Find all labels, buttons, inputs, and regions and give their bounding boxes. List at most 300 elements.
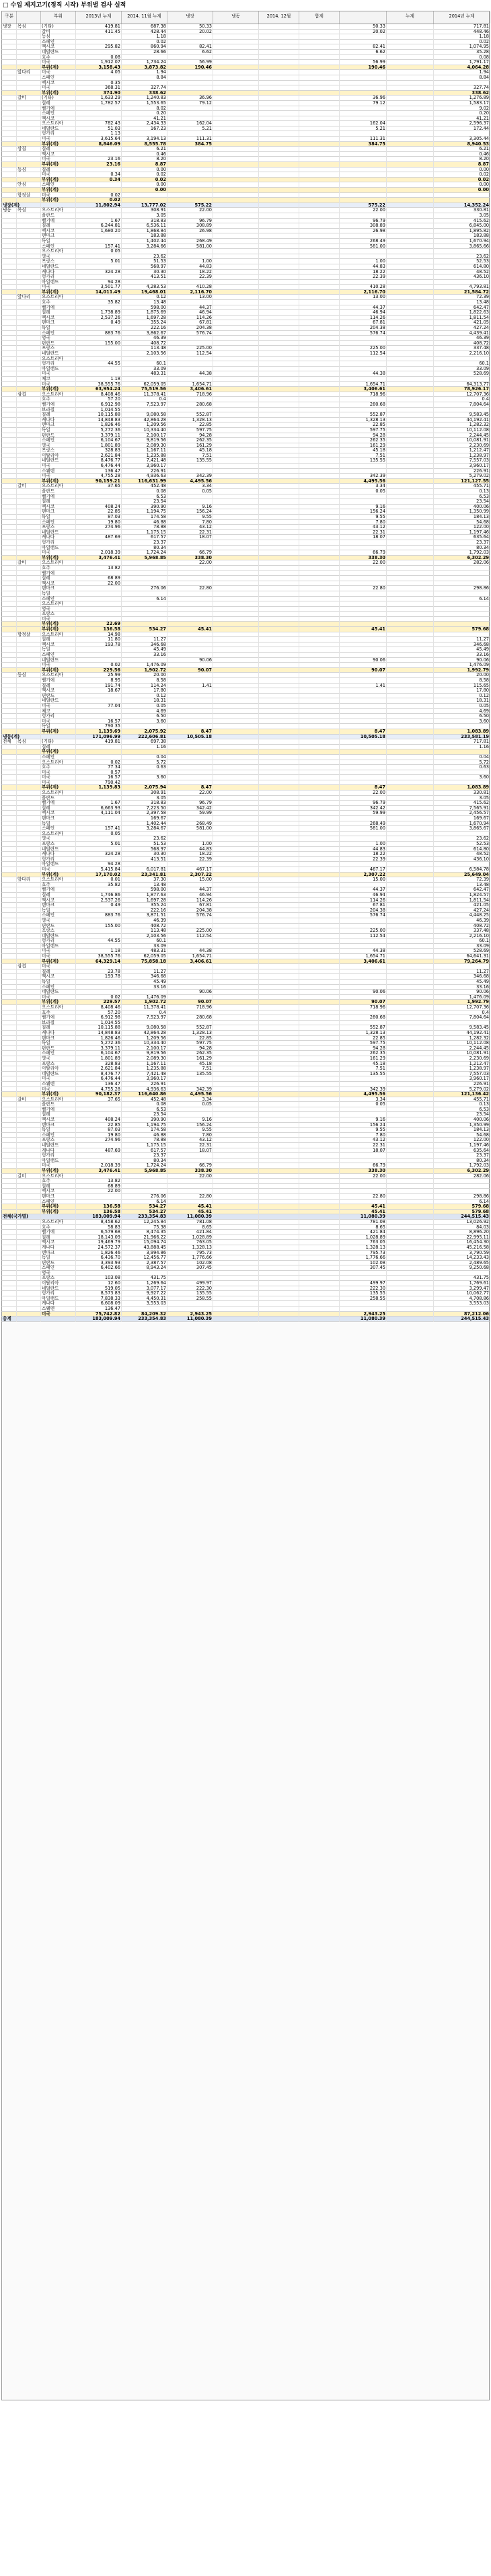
table-cell [387,305,434,311]
table-cell [213,566,259,571]
table-cell: 3,553.03 [434,1301,490,1307]
table-cell [213,1097,259,1103]
table-cell [2,1138,17,1143]
table-cell: 3,379.11 [76,1046,122,1052]
table-cell: 75.38 [122,1225,167,1230]
table-cell: 6,579.68 [76,1230,122,1235]
table-cell [167,147,213,152]
table-row [1,816,490,821]
table-cell [387,290,434,295]
table-cell: 226.91 [434,1082,490,1087]
table-cell: 네덜란드 [41,351,76,357]
table-row [1,229,490,234]
table-cell: 네덜란드 [41,1072,76,1077]
table-cell: 헝가리 [41,540,76,546]
table-cell: 66.79 [340,1163,387,1169]
table-cell: 7,838.33 [76,1296,122,1302]
table-cell [387,412,434,418]
table-cell: 칠레 [41,168,76,173]
table-cell [213,550,259,556]
table-cell [17,749,41,755]
table-cell: 2,434.33 [122,121,167,126]
table-cell [167,494,213,500]
table-row [1,30,490,35]
table-cell [259,780,299,786]
table-cell [17,816,41,821]
table-cell: 6,608.09 [76,1301,122,1307]
table-cell [17,1087,41,1093]
table-cell: 오스트리아 [41,357,76,362]
table-cell [167,612,213,617]
table-cell [340,832,387,837]
header-sublabel: 합계 [315,13,324,19]
table-cell [2,607,17,612]
table-cell [2,887,17,893]
table-cell: 미국 [41,1076,76,1082]
header-cell [76,11,122,24]
total-row [1,735,490,740]
table-row [1,898,490,904]
table-row [1,755,490,760]
table-cell: 체코 [41,709,76,714]
table-row [1,964,490,969]
table-cell: 43.12 [340,1138,387,1143]
table-cell [2,857,17,862]
table-cell [213,1021,259,1026]
table-cell [259,203,299,209]
table-cell [299,1107,340,1113]
table-cell: 23,341.81 [122,873,167,878]
table-cell [2,233,17,239]
table-row [1,877,490,883]
table-cell [340,464,387,469]
table-cell: 덴마크 [41,422,76,428]
table-cell: 581.00 [167,244,213,250]
table-cell: 3.05 [434,213,490,219]
table-cell [340,642,387,648]
table-cell [17,1158,41,1164]
table-cell [213,111,259,116]
table-cell [387,505,434,510]
table-cell: 0.34 [76,178,122,183]
table-cell: 617.57 [122,535,167,540]
table-cell [17,264,41,270]
table-cell [2,65,17,71]
table-cell [387,862,434,867]
table-cell: 아일랜드 [41,1158,76,1164]
table-cell: 18.22 [340,852,387,857]
table-cell: 8,408.46 [76,392,122,398]
table-row [1,530,490,536]
subtotal-row [1,627,490,632]
table-cell [340,1271,387,1276]
table-cell [387,1000,434,1005]
table-cell [213,203,259,209]
table-cell: 579.68 [434,1204,490,1210]
table-cell: 2,230.69 [434,1056,490,1062]
table-cell: 덴마크 [41,1036,76,1041]
table-cell [167,617,213,622]
table-cell [299,780,340,786]
table-cell: 프랑스 [41,525,76,530]
table-cell [2,908,17,914]
table-cell [213,101,259,106]
table-cell: 호주 [41,300,76,305]
table-cell: 421.84 [167,1230,213,1235]
table-cell [387,1255,434,1261]
table-cell: (기타) [41,96,76,101]
table-cell: 2,489.65 [434,1261,490,1266]
table-cell [2,96,17,101]
table-cell: 독일 [41,1041,76,1046]
table-cell [299,959,340,965]
table-cell [17,704,41,709]
table-cell: 111.31 [167,137,213,142]
table-cell [213,489,259,494]
table-cell [299,126,340,132]
table-cell [387,331,434,336]
table-cell: 미국 [41,474,76,479]
table-cell: 3.60 [434,775,490,780]
table-cell [259,1169,299,1174]
table-cell: 28.66 [122,50,167,55]
table-cell [2,1265,17,1271]
table-cell: 3.34 [340,1097,387,1103]
table-cell: 2,537.26 [76,898,122,904]
table-cell [259,601,299,607]
table-cell [213,637,259,642]
table-cell: 96.79 [167,801,213,806]
table-cell: 1,583.17 [434,101,490,106]
table-cell: 벨기에 [41,1107,76,1113]
table-cell: 12,707.36 [434,1005,490,1010]
subtotal-row [1,1210,490,1215]
table-cell [17,448,41,453]
table-cell: 3.60 [434,719,490,725]
table-cell [259,168,299,173]
table-cell [387,60,434,65]
table-cell [387,642,434,648]
table-cell: 487.69 [76,535,122,540]
table-cell [340,81,387,86]
table-cell: 534.27 [122,627,167,632]
table-cell [17,30,41,35]
table-cell [213,954,259,959]
table-row [1,790,490,796]
table-cell [299,1210,340,1215]
table-cell: 483.31 [122,949,167,954]
subtotal-row [1,668,490,673]
table-cell [2,131,17,137]
table-cell [259,458,299,464]
table-cell: 44,192.41 [434,418,490,423]
table-cell: 59.99 [167,811,213,816]
table-cell [387,985,434,990]
table-cell [17,637,41,642]
table-cell: 64,313.77 [434,382,490,388]
table-row [1,617,490,622]
table-cell [213,1082,259,1087]
table-cell: 네덜란드 [41,658,76,663]
table-cell [387,474,434,479]
table-cell [213,96,259,101]
table-cell: 3,284.67 [122,826,167,832]
table-cell: 552.87 [167,412,213,418]
table-cell: 22.31 [340,530,387,536]
table-cell [76,591,122,597]
table-cell: 183,009.94 [76,1214,122,1220]
table-row [1,862,490,867]
table-cell [76,709,122,714]
table-cell: 9,250.68 [434,1265,490,1271]
table-cell: 51.53 [122,259,167,264]
table-row [1,85,490,91]
table-cell: 135.55 [167,458,213,464]
table-cell [299,1051,340,1056]
table-cell [387,310,434,316]
table-cell [17,535,41,540]
table-cell [340,178,387,183]
table-cell [213,852,259,857]
table-cell: 190.46 [167,65,213,71]
table-cell: 112.54 [167,351,213,357]
table-cell: 37.30 [122,877,167,883]
table-cell [299,1194,340,1200]
table-cell [340,1153,387,1158]
table-cell [213,1204,259,1210]
table-cell: 136.47 [76,469,122,474]
table-cell [387,254,434,260]
table-cell [299,371,340,377]
table-cell [167,632,213,638]
table-cell [167,336,213,341]
table-cell [17,954,41,959]
table-cell [167,193,213,198]
table-cell: 18.22 [167,270,213,275]
table-cell [17,913,41,918]
table-cell [213,1194,259,1200]
table-cell: 18.07 [167,1148,213,1154]
table-cell [2,913,17,918]
table-cell [213,898,259,904]
table-cell [2,719,17,725]
table-cell [259,658,299,663]
table-cell: 1,328.13 [340,1245,387,1251]
table-cell: 46.88 [122,520,167,525]
table-cell [299,887,340,893]
table-cell: 미국 [41,770,76,776]
table-cell [2,162,17,168]
table-cell: 항정살 [17,193,41,198]
table-row [1,106,490,112]
table-cell: 37.65 [76,484,122,489]
table-cell [259,745,299,750]
table-cell [259,612,299,617]
table-row [1,954,490,959]
table-cell: 스페인 [41,75,76,81]
table-cell [122,576,167,581]
table-cell: 4,755.28 [76,474,122,479]
table-cell: 8.02 [122,106,167,112]
table-row [1,918,490,924]
table-cell [17,1031,41,1036]
table-cell: 3,960.17 [122,1076,167,1082]
table-cell [387,944,434,949]
table-cell [259,520,299,525]
table-cell [167,709,213,714]
table-cell: 멕시코 [41,229,76,234]
table-cell [2,1291,17,1296]
table-row [1,642,490,648]
table-row [1,34,490,40]
table-cell: 17.80 [434,688,490,694]
table-cell [259,106,299,112]
table-row [1,1307,490,1312]
table-cell: 안심 [17,182,41,188]
table-cell [299,1240,340,1245]
table-cell [387,591,434,597]
table-cell [387,1281,434,1286]
table-cell [387,24,434,30]
table-cell: 1.16 [122,745,167,750]
table-cell [387,1204,434,1210]
table-cell [299,213,340,219]
table-cell [2,801,17,806]
table-cell [122,617,167,622]
table-cell [259,392,299,398]
table-cell [213,229,259,234]
table-cell: 1,014.55 [76,1021,122,1026]
table-cell: 1,209.56 [122,1036,167,1041]
table-cell [2,688,17,694]
table-cell [17,1153,41,1158]
subtotal-row [1,142,490,147]
table-row [1,1245,490,1251]
table-cell [299,433,340,439]
table-cell: 갈비 [17,484,41,489]
table-cell [17,790,41,796]
table-cell [299,714,340,719]
table-cell: 핀란드 [41,1261,76,1266]
table-cell: 576.74 [340,913,387,918]
table-cell: 삼겹 [17,392,41,398]
table-row [1,116,490,122]
table-cell: 1,697.28 [122,316,167,321]
table-cell [387,566,434,571]
table-cell: 597.75 [167,428,213,433]
table-cell: 5.01 [76,842,122,847]
table-cell: 1.41 [167,684,213,689]
table-cell [167,1153,213,1158]
table-cell: 308.89 [340,223,387,229]
table-cell [2,106,17,112]
table-cell: 3,865.67 [434,826,490,832]
table-cell: 46.94 [340,893,387,898]
table-cell: 448.46 [434,30,490,35]
table-cell [213,765,259,770]
table-cell: 282.06 [434,1174,490,1179]
table-cell [213,91,259,96]
table-cell [213,612,259,617]
table-cell [259,735,299,740]
table-cell [213,1255,259,1261]
table-cell [340,765,387,770]
table-cell: 폴란드 [41,1102,76,1107]
table-cell [299,1117,340,1123]
table-cell: 벨기에 [41,1230,76,1235]
table-cell [340,719,387,725]
table-cell: 8.47 [167,785,213,790]
table-cell [299,576,340,581]
table-cell: 전체(국가별) [3,1214,28,1220]
table-cell [387,530,434,536]
table-cell [387,499,434,505]
table-cell: 8,474.35 [122,1230,167,1235]
table-cell: 덴마크 [41,320,76,326]
table-cell [167,464,213,469]
table-cell [259,627,299,632]
table-row [1,765,490,770]
table-cell [387,198,434,203]
table-cell [259,913,299,918]
table-cell: 169.67 [434,816,490,821]
table-cell [2,30,17,35]
table-cell [76,816,122,821]
table-cell: 33.16 [434,653,490,658]
table-cell [167,770,213,776]
table-cell: 38,555.76 [76,382,122,388]
table-cell [299,832,340,837]
table-cell: 45.49 [434,980,490,985]
table-cell: 274.96 [76,1138,122,1143]
table-cell [213,433,259,439]
table-cell [213,525,259,530]
table-cell: 스페인 [41,111,76,116]
table-cell: 1,633.29 [76,96,122,101]
table-cell: 90.06 [167,658,213,663]
table-cell [259,1317,299,1322]
table-cell: 스페인 [41,1133,76,1138]
table-cell [259,571,299,577]
table-cell [2,223,17,229]
header-cell [340,11,387,24]
table-cell: 43.12 [340,525,387,530]
table-cell [434,1184,490,1189]
table-cell [17,509,41,515]
table-cell [167,162,213,168]
table-cell [387,607,434,612]
table-cell: 66.79 [340,550,387,556]
table-cell [76,745,122,750]
table-cell [387,954,434,959]
table-cell [340,673,387,678]
table-cell [259,1251,299,1256]
table-row [1,408,490,413]
table-cell [299,934,340,939]
table-cell [387,647,434,653]
table-cell [17,1025,41,1031]
table-cell [167,249,213,254]
table-cell [299,658,340,663]
table-cell [340,770,387,776]
table-cell [2,1148,17,1154]
table-row [1,560,490,566]
table-cell [387,188,434,193]
table-cell [259,924,299,929]
table-cell [299,121,340,126]
table-cell [2,1107,17,1113]
table-cell [259,172,299,178]
